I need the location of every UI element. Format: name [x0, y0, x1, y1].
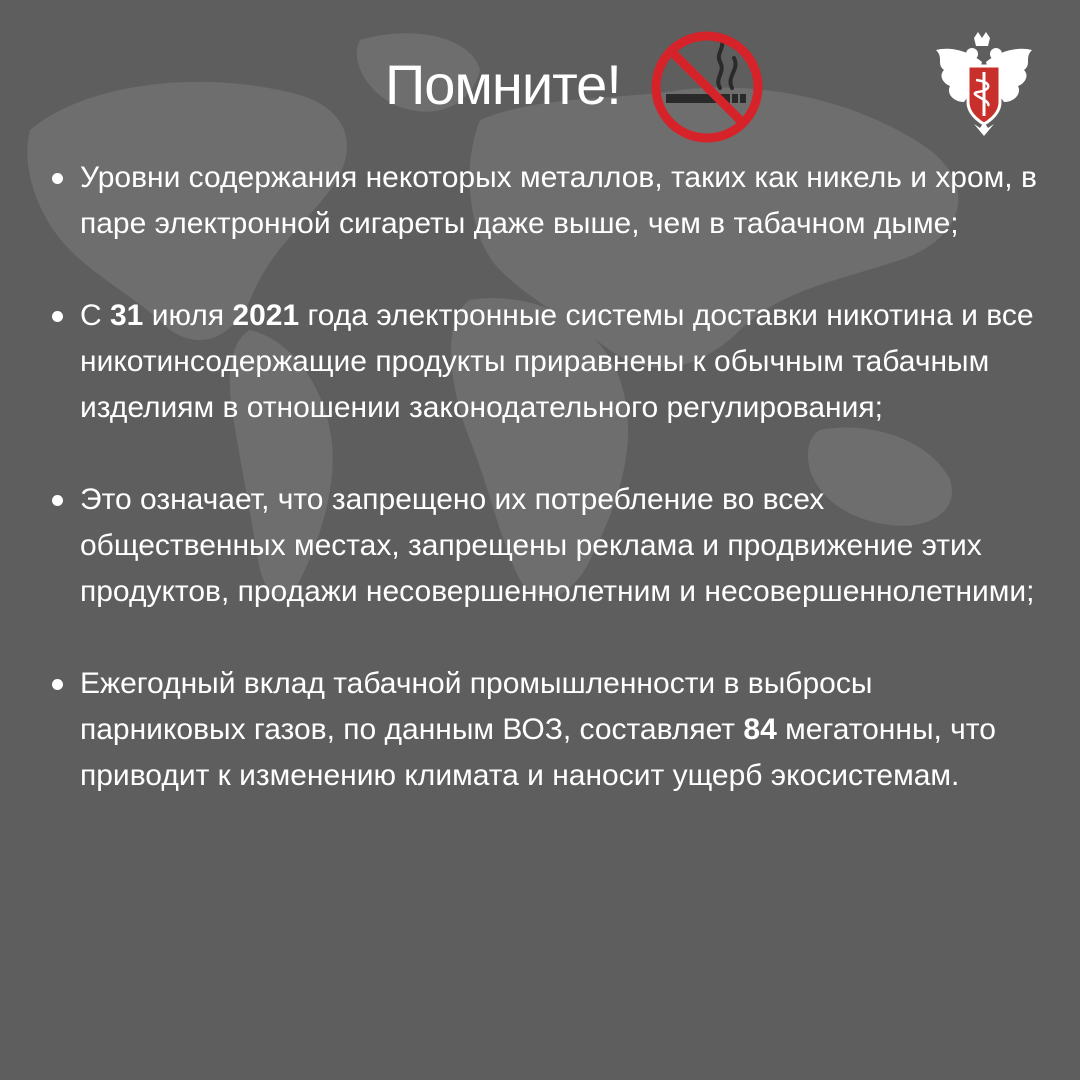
- item-value: 84: [743, 713, 777, 746]
- list-item: [48, 477, 1038, 615]
- bullet-list: [48, 155, 1038, 845]
- item-text-part: года электронные системы доставки никотина и все никотинсодержащие продукты приравнены к обычным табачным изделиям в отношении законодательного регулирования;: [80, 299, 1034, 424]
- bullet-icon: [52, 495, 63, 506]
- page-title: Помните!: [385, 53, 621, 116]
- bullet-icon: [52, 311, 63, 322]
- item-date-year: 2021: [232, 299, 300, 332]
- rospotrebnadzor-emblem: [930, 32, 1038, 144]
- item-text-part: С: [80, 299, 110, 332]
- list-item: [48, 155, 1038, 247]
- no-smoking-icon: [648, 28, 766, 146]
- list-item: [48, 293, 1038, 431]
- bullet-icon: [52, 173, 63, 184]
- list-item: [48, 661, 1038, 799]
- item-date-day: 31: [110, 299, 144, 332]
- item-text-part: Ежегодный вклад табачной промышленности в выбросы парниковых газов, по данным ВОЗ, составляет: [80, 667, 873, 746]
- item-text-part: июля: [143, 299, 233, 332]
- item-text-part: мегатонны, что приводит к изменению климата и наносит ущерб экосистемам.: [80, 713, 996, 792]
- item-text: Это означает, что запрещено их потребление во всех общественных местах, запрещены реклама и продвижение этих продуктов, продажи несовершеннолетним и несовершеннолетними;: [80, 483, 1035, 608]
- item-text: Уровни содержания некоторых металлов, таких как никель и хром, в паре электронной сигареты даже выше, чем в табачном дыме;: [80, 161, 1037, 240]
- bullet-icon: [52, 679, 63, 690]
